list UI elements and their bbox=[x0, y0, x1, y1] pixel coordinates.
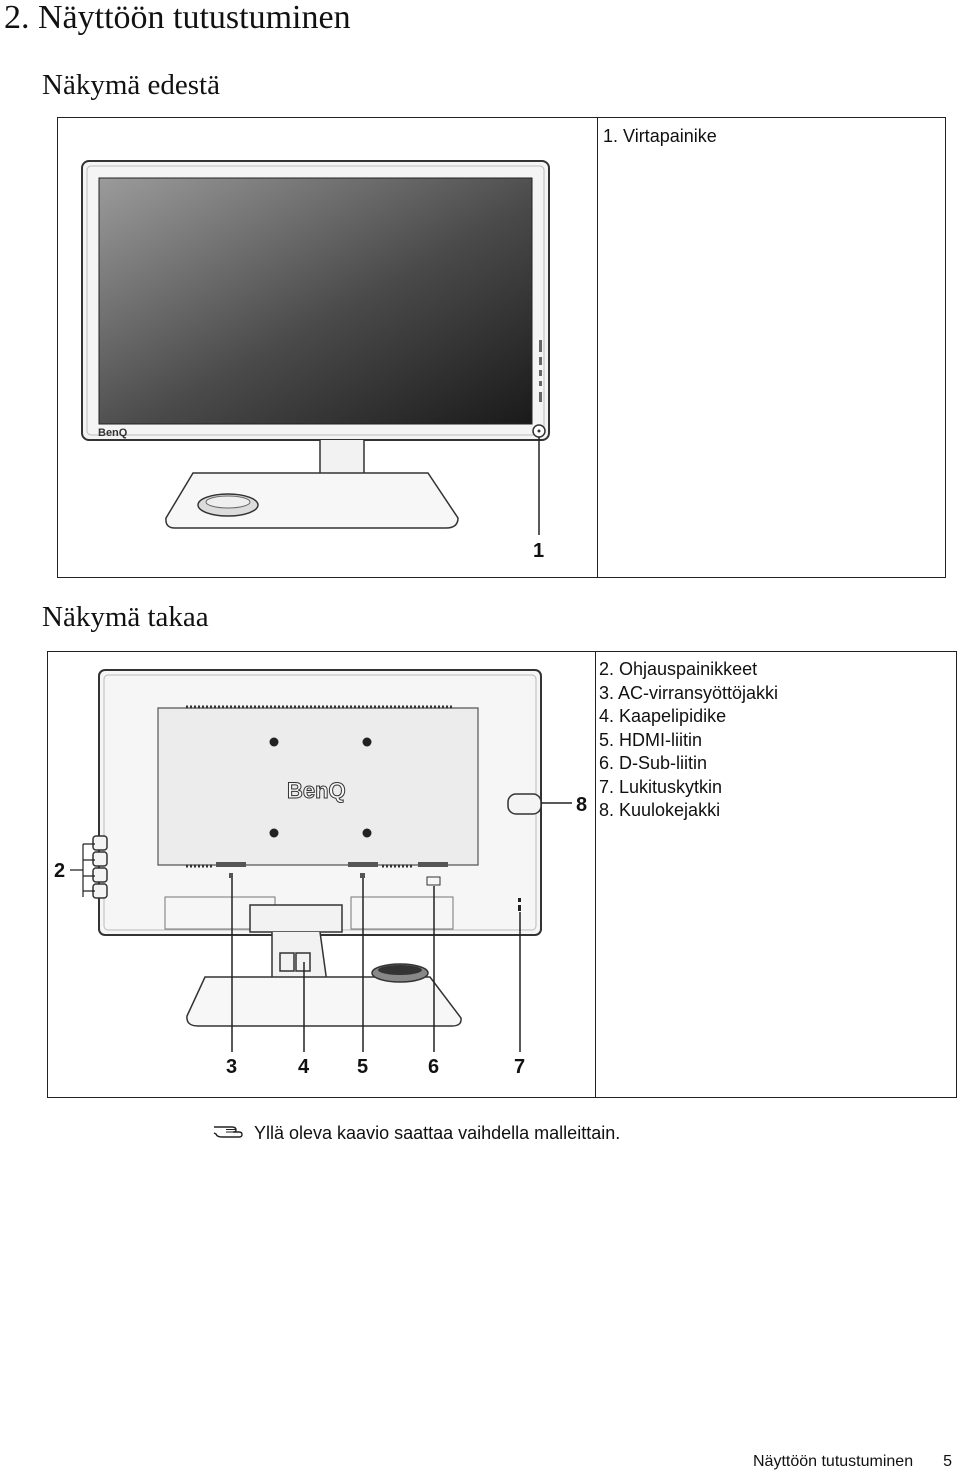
power-in-port-icon bbox=[229, 873, 233, 878]
rear-logo: BenQ bbox=[287, 778, 346, 803]
rear-legend-item: 6. D-Sub-liitin bbox=[599, 753, 708, 773]
front-control-labels-icon bbox=[539, 340, 542, 402]
vesa-hole-icon bbox=[363, 829, 372, 838]
vesa-hole-icon bbox=[270, 738, 279, 747]
headphone-jack-icon bbox=[508, 794, 541, 814]
footer-section: Näyttöön tutustuminen bbox=[753, 1453, 914, 1470]
rear-legend-item: 3. AC-virransyöttöjakki bbox=[599, 682, 779, 703]
page-footer bbox=[753, 1452, 952, 1472]
vesa-hole-icon bbox=[363, 738, 372, 747]
note bbox=[212, 1120, 620, 1146]
rear-legend-item: 4. Kaapelipidike bbox=[599, 706, 727, 726]
callout-6: 6 bbox=[428, 1056, 440, 1078]
callout-2: 2 bbox=[54, 860, 66, 882]
front-logo: BenQ bbox=[98, 427, 128, 439]
cable-holder-icon bbox=[280, 953, 294, 971]
callout-5: 5 bbox=[357, 1056, 369, 1078]
rear-monitor-illustration bbox=[54, 670, 587, 1078]
rear-legend-item: 8. Kuulokejakki bbox=[599, 800, 721, 820]
callout-3: 3 bbox=[226, 1056, 238, 1078]
rear-legend-item: 7. Lukituskytkin bbox=[599, 776, 723, 797]
pointing-hand-icon bbox=[212, 1120, 246, 1146]
front-monitor-illustration bbox=[82, 161, 549, 562]
note-text: Yllä oleva kaavio saattaa vaihdella malleittain. bbox=[254, 1123, 621, 1143]
callout-4: 4 bbox=[298, 1056, 310, 1078]
rear-legend-item: 5. HDMI-liitin bbox=[599, 729, 703, 750]
rear-legend-item: 2. Ohjauspainikkeet bbox=[599, 659, 758, 679]
vesa-hole-icon bbox=[270, 829, 279, 838]
front-view-heading: Näkymä edestä bbox=[42, 69, 220, 101]
rear-view-heading: Näkymä takaa bbox=[42, 601, 209, 633]
lock-switch-icon bbox=[518, 898, 521, 902]
callout-8: 8 bbox=[576, 794, 588, 816]
callout-1: 1 bbox=[533, 540, 545, 562]
hdmi-port-icon bbox=[360, 873, 365, 878]
chapter-title: 2. Näyttöön tutustuminen bbox=[4, 0, 351, 36]
front-legend-item: 1. Virtapainike bbox=[603, 126, 717, 146]
callout-7: 7 bbox=[514, 1056, 526, 1078]
page-number: 5 bbox=[943, 1453, 952, 1470]
